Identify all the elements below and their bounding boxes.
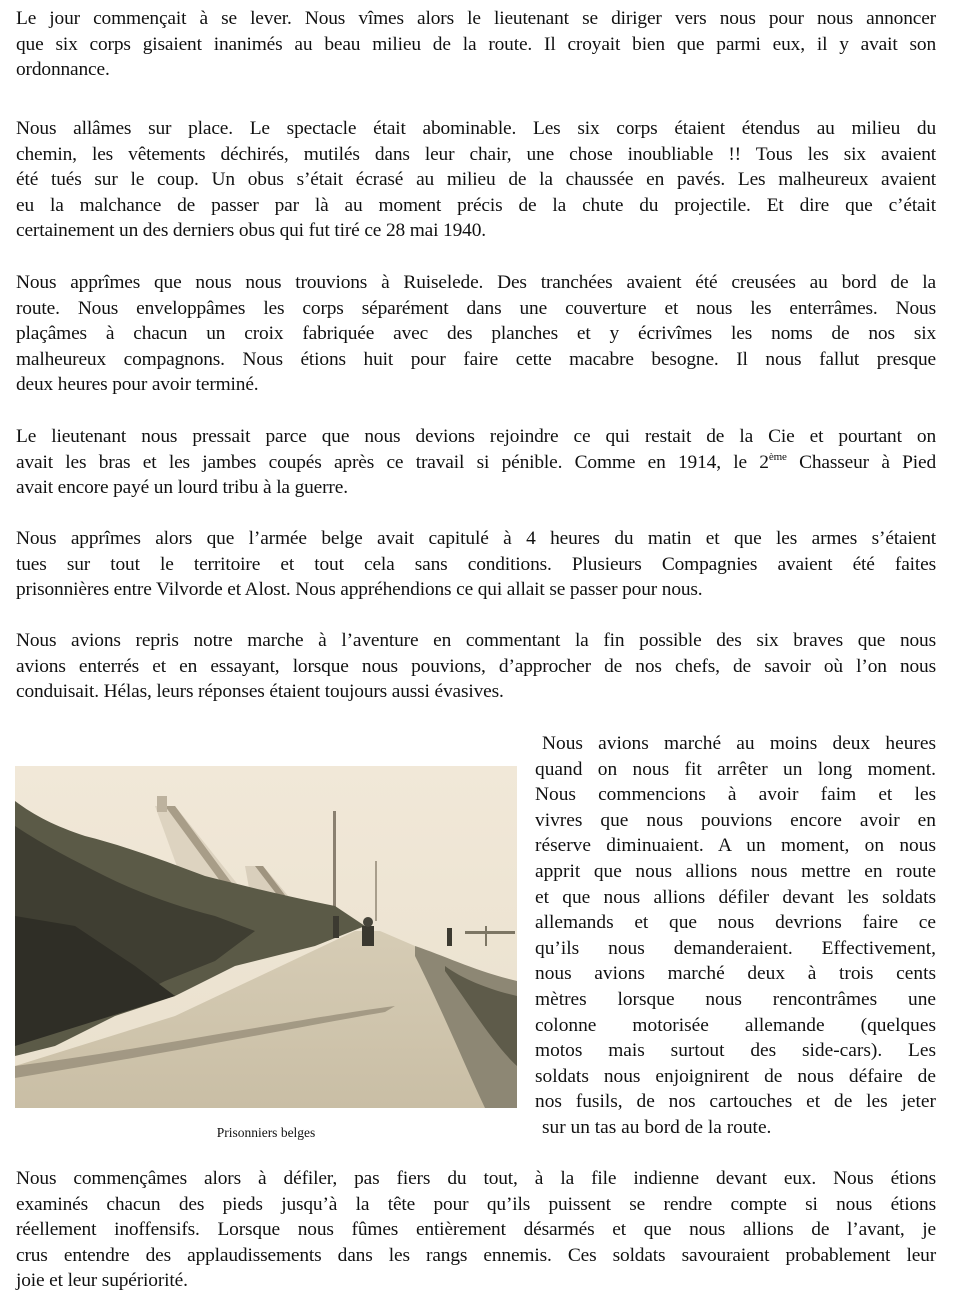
text-line: Nous commençâmes alors à défiler, pas fiers du tout, à la file indienne devant eux. Nous étions xyxy=(16,1168,936,1189)
paragraph-1 xyxy=(16,6,936,83)
text-line: deux heures pour avoir terminé. xyxy=(16,374,259,396)
text-line: sur un tas au bord de la route. xyxy=(542,1116,772,1138)
text-line: malheureux compagnons. Nous étions huit pour faire cette macabre besogne. Il nous fallut presque xyxy=(16,348,936,370)
text-line: avait encore payé un lourd tribu à la guerre. xyxy=(16,477,348,499)
text-line: Le jour commençait à se lever. Nous vîmes alors le lieutenant se diriger vers nous pour nous annoncer xyxy=(16,8,936,29)
text-line: joie et leur supériorité. xyxy=(16,1270,188,1292)
figure-caption: Prisonniers belges xyxy=(216,1125,316,1140)
text-line: Nous apprîmes que nous nous trouvions à Ruiselede. Des tranchées avaient été creusées au bord de la xyxy=(16,272,936,293)
text-line: chemin, les vêtements déchirés, mutilés dans leur chair, une chose inoubliable !! Tous les six avaient xyxy=(16,143,936,165)
photo-illustration xyxy=(15,766,517,1108)
text-segment: avait les bras et les jambes coupés après ce travail si pénible. Comme en 1914, le xyxy=(16,451,760,473)
text-line: nous avions marché deux à trois cents xyxy=(535,963,936,985)
text-line: plaçâmes à chacun un croix fabriquée avec des planches et y écrivîmes les noms de nos six xyxy=(16,323,936,345)
text-line: ordonnance. xyxy=(16,59,110,81)
text-line: Nous apprîmes alors que l’armée belge avait capitulé à 4 heures du matin et que les armes s’étaient xyxy=(16,528,936,549)
text-line: Nous avions repris notre marche à l’aventure en commentant la fin possible des six braves que nous xyxy=(16,630,936,651)
text-line: allemands et que nous devrions faire ce xyxy=(535,912,936,934)
paragraph-8 xyxy=(16,1166,936,1294)
text-line: et que nous allions défiler devant les soldats xyxy=(535,886,936,908)
text-line: Nous allâmes sur place. Le spectacle était abominable. Les six corps étaient étendus au milieu du xyxy=(16,118,936,139)
figure-photo xyxy=(15,766,517,1108)
text-line: soldats nous enjoignirent de nous défaire de xyxy=(535,1065,936,1087)
text-line: que six corps gisaient inanimés au beau milieu de la route. Il croyait bien que parmi eux, il y avait son xyxy=(16,33,936,55)
text-line: Nous avions marché au moins deux heures xyxy=(542,733,936,754)
ordinal-suffix: ème xyxy=(768,450,787,463)
text-line: examinés chacun des pieds jusqu’à la tête pour qu’ils puissent se rendre compte si nous étions xyxy=(16,1193,936,1215)
text-line: tues sur tout le territoire et tout cela sans conditions. Plusieurs Compagnies avaient été faites xyxy=(16,553,936,575)
paragraph-2 xyxy=(16,116,936,244)
text-line: apprit que nous allions nous mettre en route xyxy=(535,860,936,882)
text-line: Nous commencions à avoir faim et les xyxy=(535,784,936,806)
text-line: quand on nous fit arrêter un long moment. xyxy=(535,758,936,780)
text-line: motos mais surtout des side-cars). Les xyxy=(535,1040,936,1062)
text-line: été tués sur le coup. Un obus s’était écrasé au milieu de la chaussée en pavés. Les malheureux avaient xyxy=(16,169,936,191)
text-line: mètres lorsque nous rencontrâmes une xyxy=(535,988,936,1010)
paragraph-4 xyxy=(16,424,936,501)
text-line: qu’ils nous demanderaient. Effectivement, xyxy=(535,937,936,959)
text-line: Le lieutenant nous pressait parce que nous devions rejoindre ce qui restait de la Cie et pourtant on xyxy=(16,426,936,447)
paragraph-3 xyxy=(16,270,936,398)
text-line: nos fusils, de nos cartouches et de les jeter xyxy=(535,1091,936,1113)
text-line: eu la malchance de passer par là au moment précis de la chute du projectile. Et dire que c’était xyxy=(16,194,936,216)
text-line: vivres que nous pouvions encore avoir en xyxy=(535,809,936,831)
paragraph-5 xyxy=(16,526,936,603)
text-line: colonne motorisée allemande (quelques xyxy=(535,1014,936,1036)
photo-prisonniers-belges xyxy=(15,766,517,1108)
text-line: route. Nous enveloppâmes les corps séparément dans une couverture et nous les enterrâmes. Nous xyxy=(16,297,936,319)
text-segment: Chasseur à Pied xyxy=(786,451,936,473)
text-line: crus entendre des applaudissements dans les rangs ennemis. Ces soldats savouraient probablement leur xyxy=(16,1244,936,1266)
text-line: réellement inoffensifs. Lorsque nous fûmes entièrement désarmés et que nous allions de l’avant, je xyxy=(16,1219,936,1241)
paragraph-6 xyxy=(16,628,936,705)
text-line: certainement un des derniers obus qui fut tiré ce 28 mai 1940. xyxy=(16,220,486,242)
ordinal-number: 2 xyxy=(759,451,769,473)
paragraph-7 xyxy=(535,731,936,1141)
text-line: réserve diminuaient. A un moment, on nous xyxy=(535,835,936,857)
text-line xyxy=(16,450,936,476)
text-line: prisonnières entre Vilvorde et Alost. Nous appréhendions ce qui allait se passer pour nous. xyxy=(16,579,703,601)
text-line: conduisait. Hélas, leurs réponses étaient toujours aussi évasives. xyxy=(16,681,504,703)
text-line: avions enterrés et en essayant, lorsque nous pouvions, d’approcher de nos chefs, de savoir où l’on nous xyxy=(16,655,936,677)
